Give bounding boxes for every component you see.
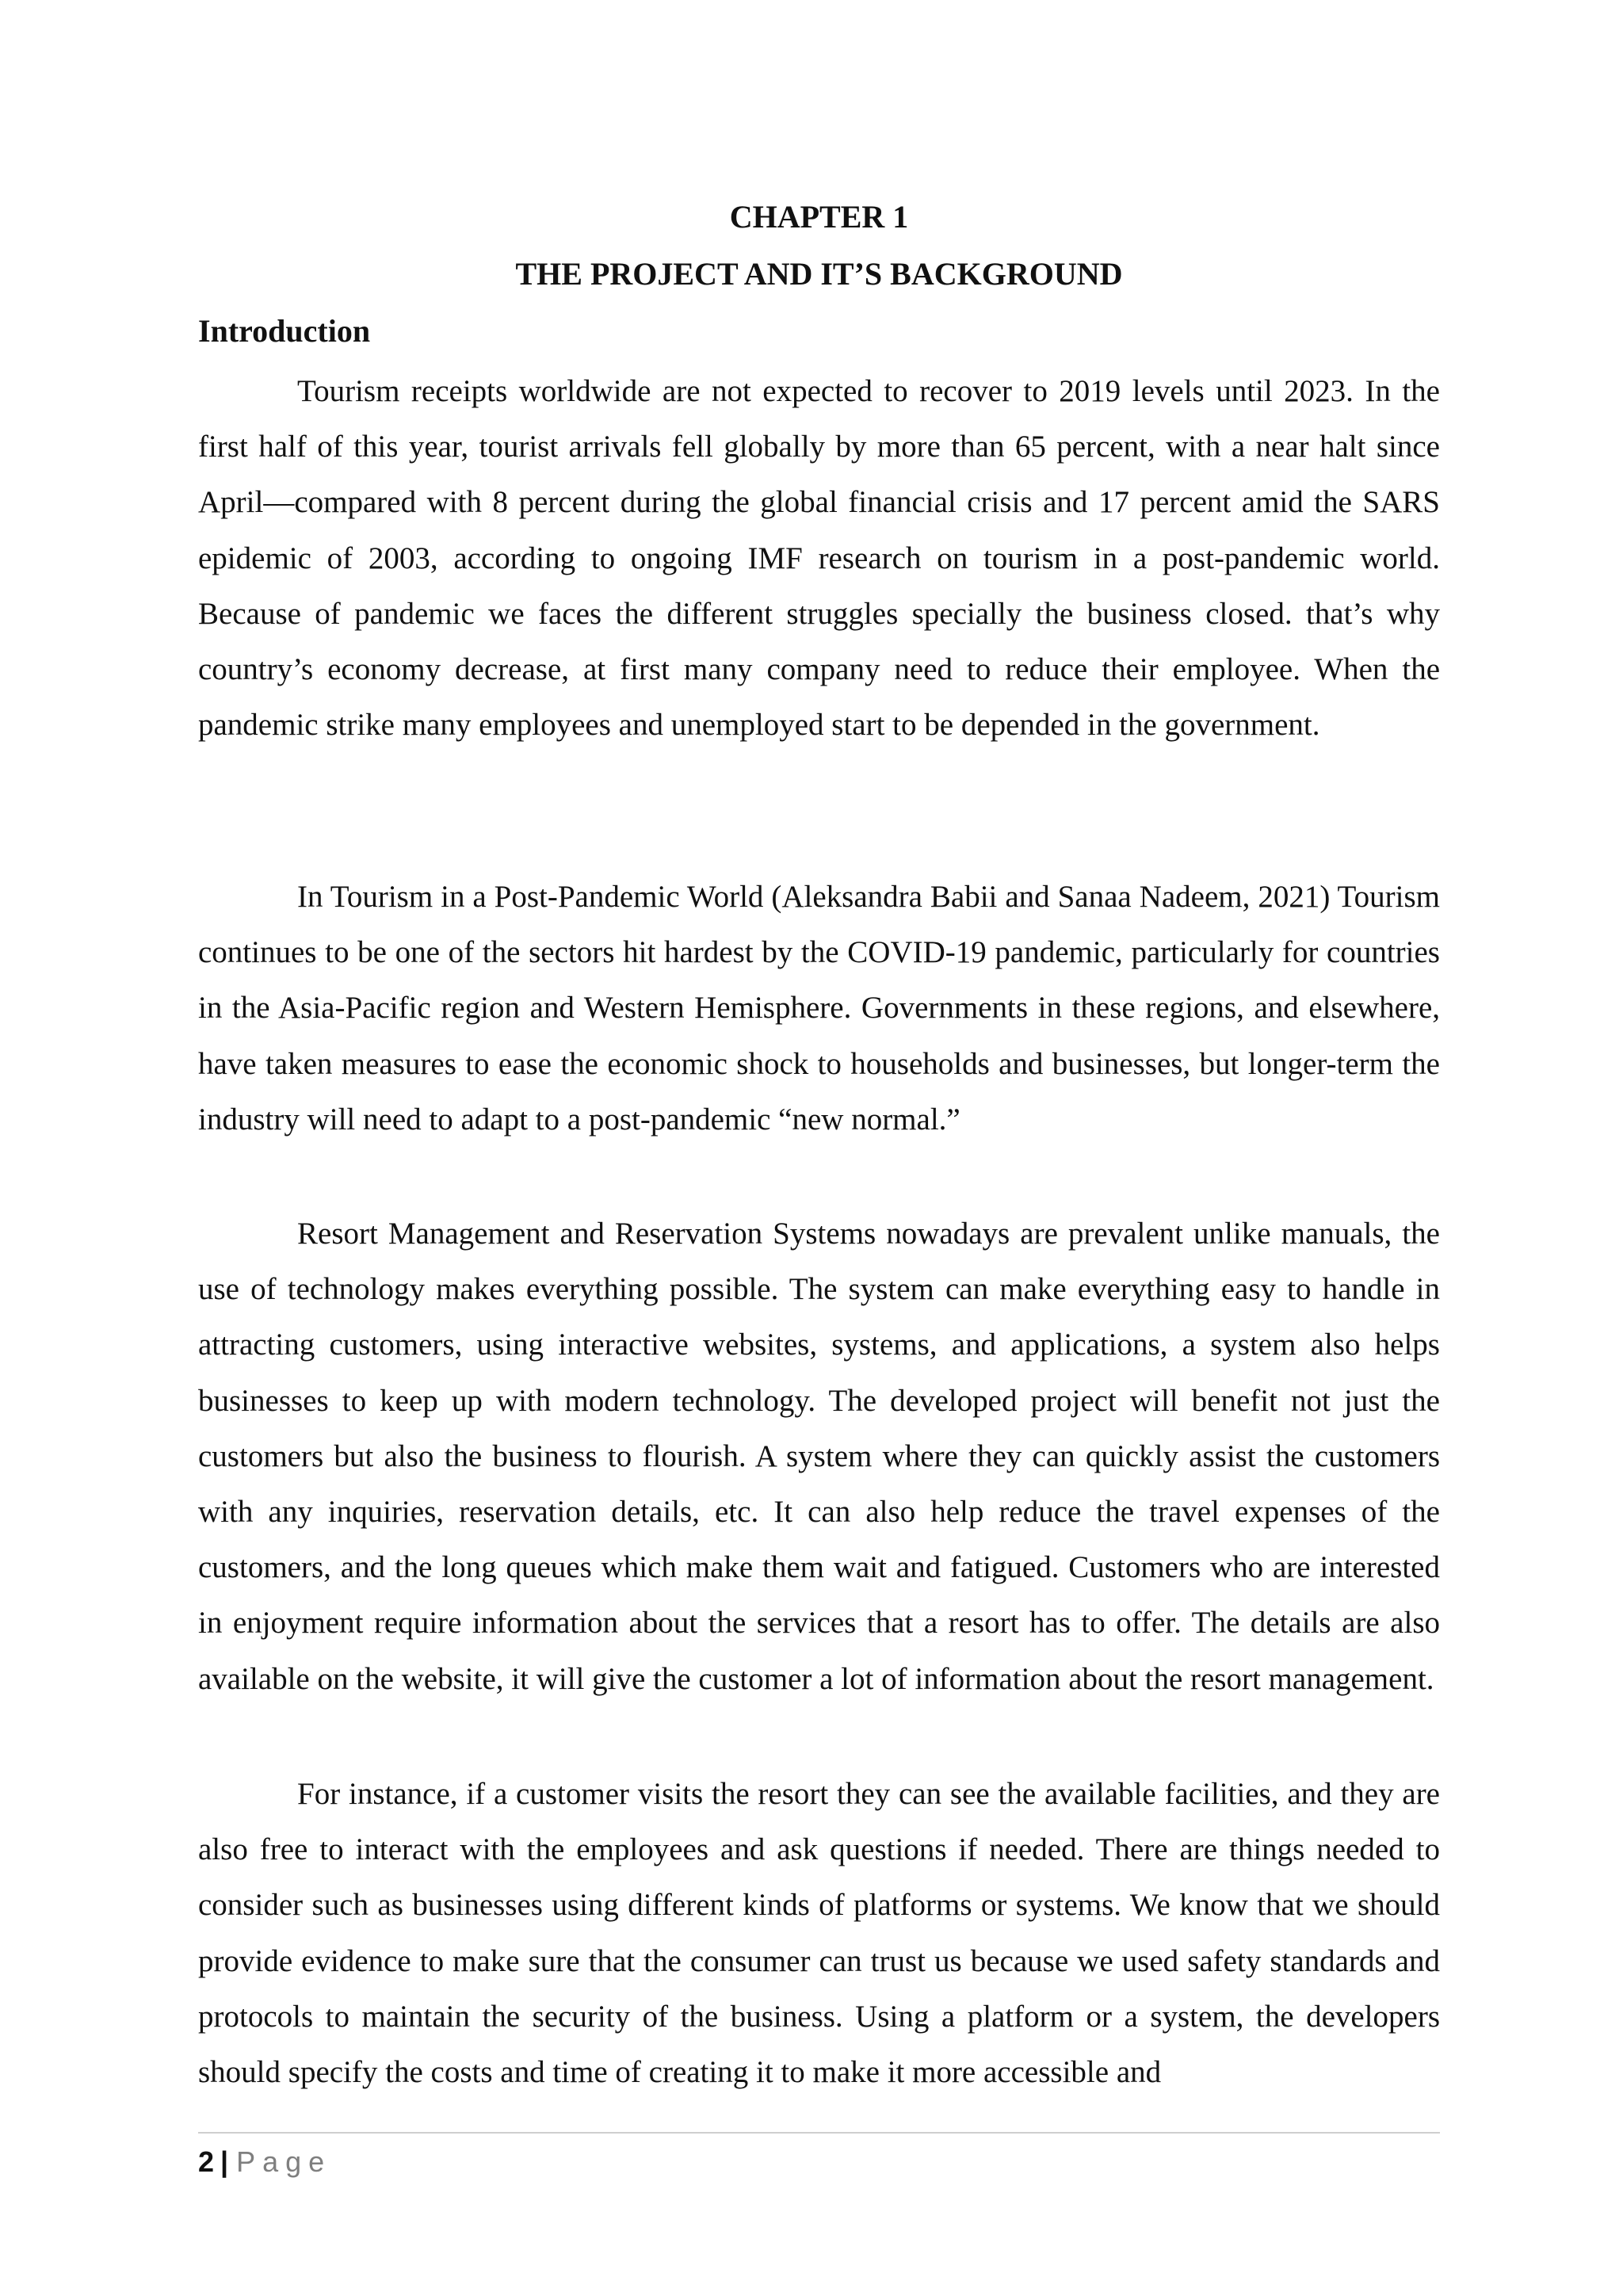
page-footer [198,2145,331,2179]
paragraph-tourism-receipts: Tourism receipts worldwide are not expected to recover to 2019 levels until 2023. In the first half of this year, tourist arrivals fell globally by more than 65 percent, with a near halt since April—compared with 8 percent during the global financial crisis and 17 percent amid the SARS epidemic of 2003, according to ongoing IMF research on tourism in a post-pandemic world. Because of pandemic we faces the different struggles specially the business closed. that’s why country’s economy decrease, at first many company need to reduce their employee. When the pandemic strike many employees and unemployed start to be depended in the government. [198,374,1440,743]
footer-divider [198,2132,1440,2134]
paragraph-post-pandemic-world: In Tourism in a Post-Pandemic World (Aleksandra Babii and Sanaa Nadeem, 2021) Tourism continues to be one of the sectors hit hardest by the COVID-19 pandemic, particularly for countries in the Asia-Pacific region and Western Hemisphere. Governments in these regions, and elsewhere, have taken measures to ease the economic shock to households and businesses, but longer-term the industry will need to adapt to a post-pandemic “new normal.” [198,880,1440,1137]
chapter-number: CHAPTER 1 [729,199,909,235]
chapter-title: THE PROJECT AND IT’S BACKGROUND [515,256,1123,292]
section-heading: Introduction [198,313,371,349]
paragraph-resort-management: Resort Management and Reservation Systems nowadays are prevalent unlike manuals, the use of technology makes everything possible. The system can make everything easy to handle in attracting customers, using interactive websites, systems, and applications, a system also helps businesses to keep up with modern technology. The developed project will benefit not just the customers but also the business to flourish. A system where they can quickly assist the customers with any inquiries, reservation details, etc. It can also help reduce the travel expenses of the customers, and the long queues which make them wait and fatigued. Customers who are interested in enjoyment require information about the services that a resort has to offer. The details are also available on the website, it will give the customer a lot of information about the resort management. [198,1217,1440,1696]
paragraph-for-instance: For instance, if a customer visits the resort they can see the available facilities, and they are also free to interact with the employees and ask questions if needed. There are things needed to consider such as businesses using different kinds of platforms or systems. We know that we should provide evidence to make sure that the consumer can trust us because we used safety standards and protocols to maintain the security of the business. Using a platform or a system, the developers should specify the costs and time of creating it to make it more accessible and [198,1777,1440,2090]
footer-separator: | [220,2145,229,2178]
page-label: Page [236,2145,332,2178]
page-number: 2 [198,2145,215,2178]
